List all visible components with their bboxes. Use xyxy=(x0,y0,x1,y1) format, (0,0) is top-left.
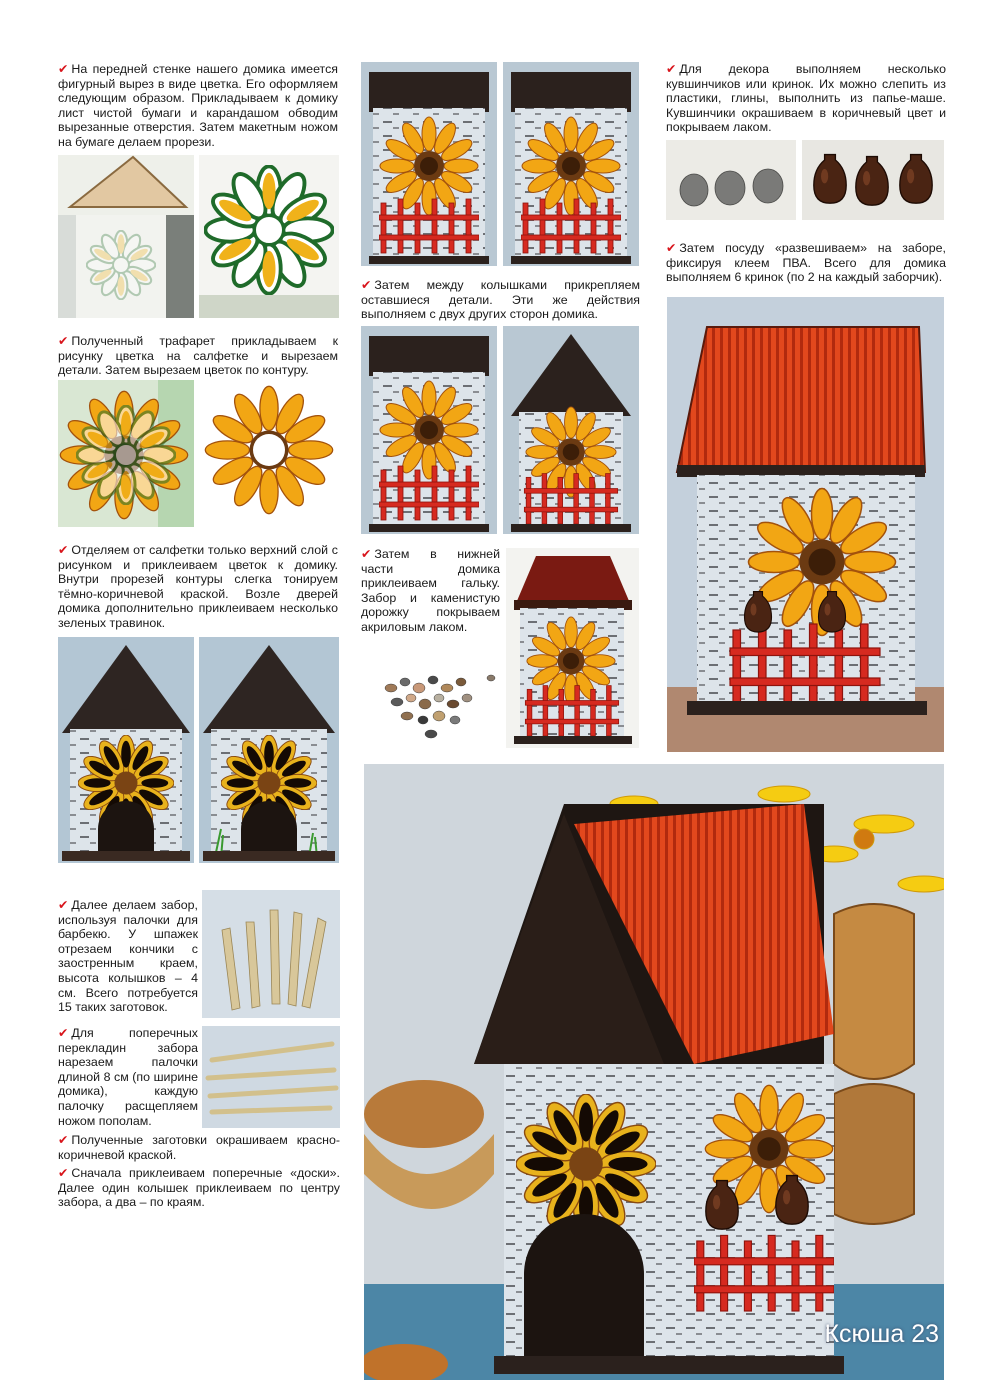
photo-house-flower-2 xyxy=(199,637,339,863)
photo-fence-front xyxy=(361,62,497,266)
check-icon: ✔ xyxy=(666,241,677,255)
photo-cut-flower xyxy=(199,380,339,527)
photo-fence-back xyxy=(361,326,497,534)
magazine-name: Ксюша xyxy=(824,1320,905,1348)
check-icon: ✔ xyxy=(58,1026,69,1040)
photo-cut-stencil xyxy=(199,155,339,318)
step-5-text: ✔ Для поперечных перекладин забора нарезаем палочки длиной 8 см (по ширине домика), каждую палочку расщепляем ножом пополам. xyxy=(58,1026,198,1128)
photo-pebbles xyxy=(361,648,501,748)
check-icon: ✔ xyxy=(666,62,677,76)
step-1-text: ✔ На передней стенке нашего домика имеется фигурный вырез в виде цветка. Его оформляем следующим образом. Прикладываем к домику лист чистой бумаги и карандашом обводим вырезанные отверстия. Затем макетным ножом на бумаге делаем прорези. xyxy=(58,62,338,149)
check-icon: ✔ xyxy=(58,334,69,348)
step-8-text: ✔ Затем между колышками прикрепляем оставшиеся детали. Эти же действия выполняем с двух других сторон домика. xyxy=(361,278,640,322)
page-footer xyxy=(824,1320,939,1349)
check-icon: ✔ xyxy=(58,543,69,557)
check-icon: ✔ xyxy=(58,1166,69,1180)
check-icon: ✔ xyxy=(361,547,372,561)
photo-finished-side xyxy=(667,297,944,752)
photo-raw-jugs xyxy=(666,140,796,220)
step-9-text: ✔ Затем в нижней части домика приклеиваем гальку. Забор и каменистую дорожку покрываем акриловым лаком. xyxy=(361,547,500,634)
step-2-text: ✔ Полученный трафарет прикладываем к рисунку цветка на салфетке и вырезаем детали. Затем вырезаем цветок по контуру. xyxy=(58,334,338,378)
step-3-text: ✔ Отделяем от салфетки только верхний слой с рисунком и приклеиваем цветок к домику. Внутри прорезей контуры слегка тонируем тёмно-коричневой краской. Возле дверей домика дополнительно приклеиваем несколько зеленых травинок. xyxy=(58,543,338,630)
photo-fence-gable xyxy=(503,326,639,534)
photo-skewer-tips xyxy=(202,890,340,1018)
check-icon: ✔ xyxy=(58,62,69,76)
photo-brown-jugs xyxy=(802,140,944,220)
step-11-text: ✔ Затем посуду «развешиваем» на заборе, фиксируя клеем ПВА. Всего для домика выполняем 6 кринок (по 2 на каждый заборчик). xyxy=(666,241,946,285)
photo-fence-side xyxy=(503,62,639,266)
check-icon: ✔ xyxy=(58,1133,69,1147)
check-icon: ✔ xyxy=(58,898,69,912)
step-10-text: ✔ Для декора выполняем несколько кувшинчиков или кринок. Их можно слепить из пластики, глины, выполнить из папье-маше. Кувшинчики окрашиваем в коричневый цвет и покрываем лаком. xyxy=(666,62,946,135)
photo-napkin-stencil xyxy=(58,380,194,527)
page-number: 23 xyxy=(911,1320,939,1348)
step-7-text: ✔ Сначала приклеиваем поперечные «доски». Далее один колышек приклеиваем по центру забора, а два – по краям. xyxy=(58,1166,340,1210)
photo-house-flower-1 xyxy=(58,637,194,863)
step-4-text: ✔ Далее делаем забор, используя палочки для барбекю. У шпажек отрезаем кончики с заостренным краем, высота колышков – 4 см. Всего потребуется 15 таких заготовок. xyxy=(58,898,198,1015)
photo-crossbars xyxy=(202,1026,340,1128)
photo-house-paper-stencil xyxy=(58,155,194,318)
step-6-text: ✔ Полученные заготовки окрашиваем красно-коричневой краской. xyxy=(58,1133,340,1162)
check-icon: ✔ xyxy=(361,278,372,292)
photo-house-red-roof-small xyxy=(506,548,639,748)
photo-hero-house xyxy=(364,764,944,1380)
